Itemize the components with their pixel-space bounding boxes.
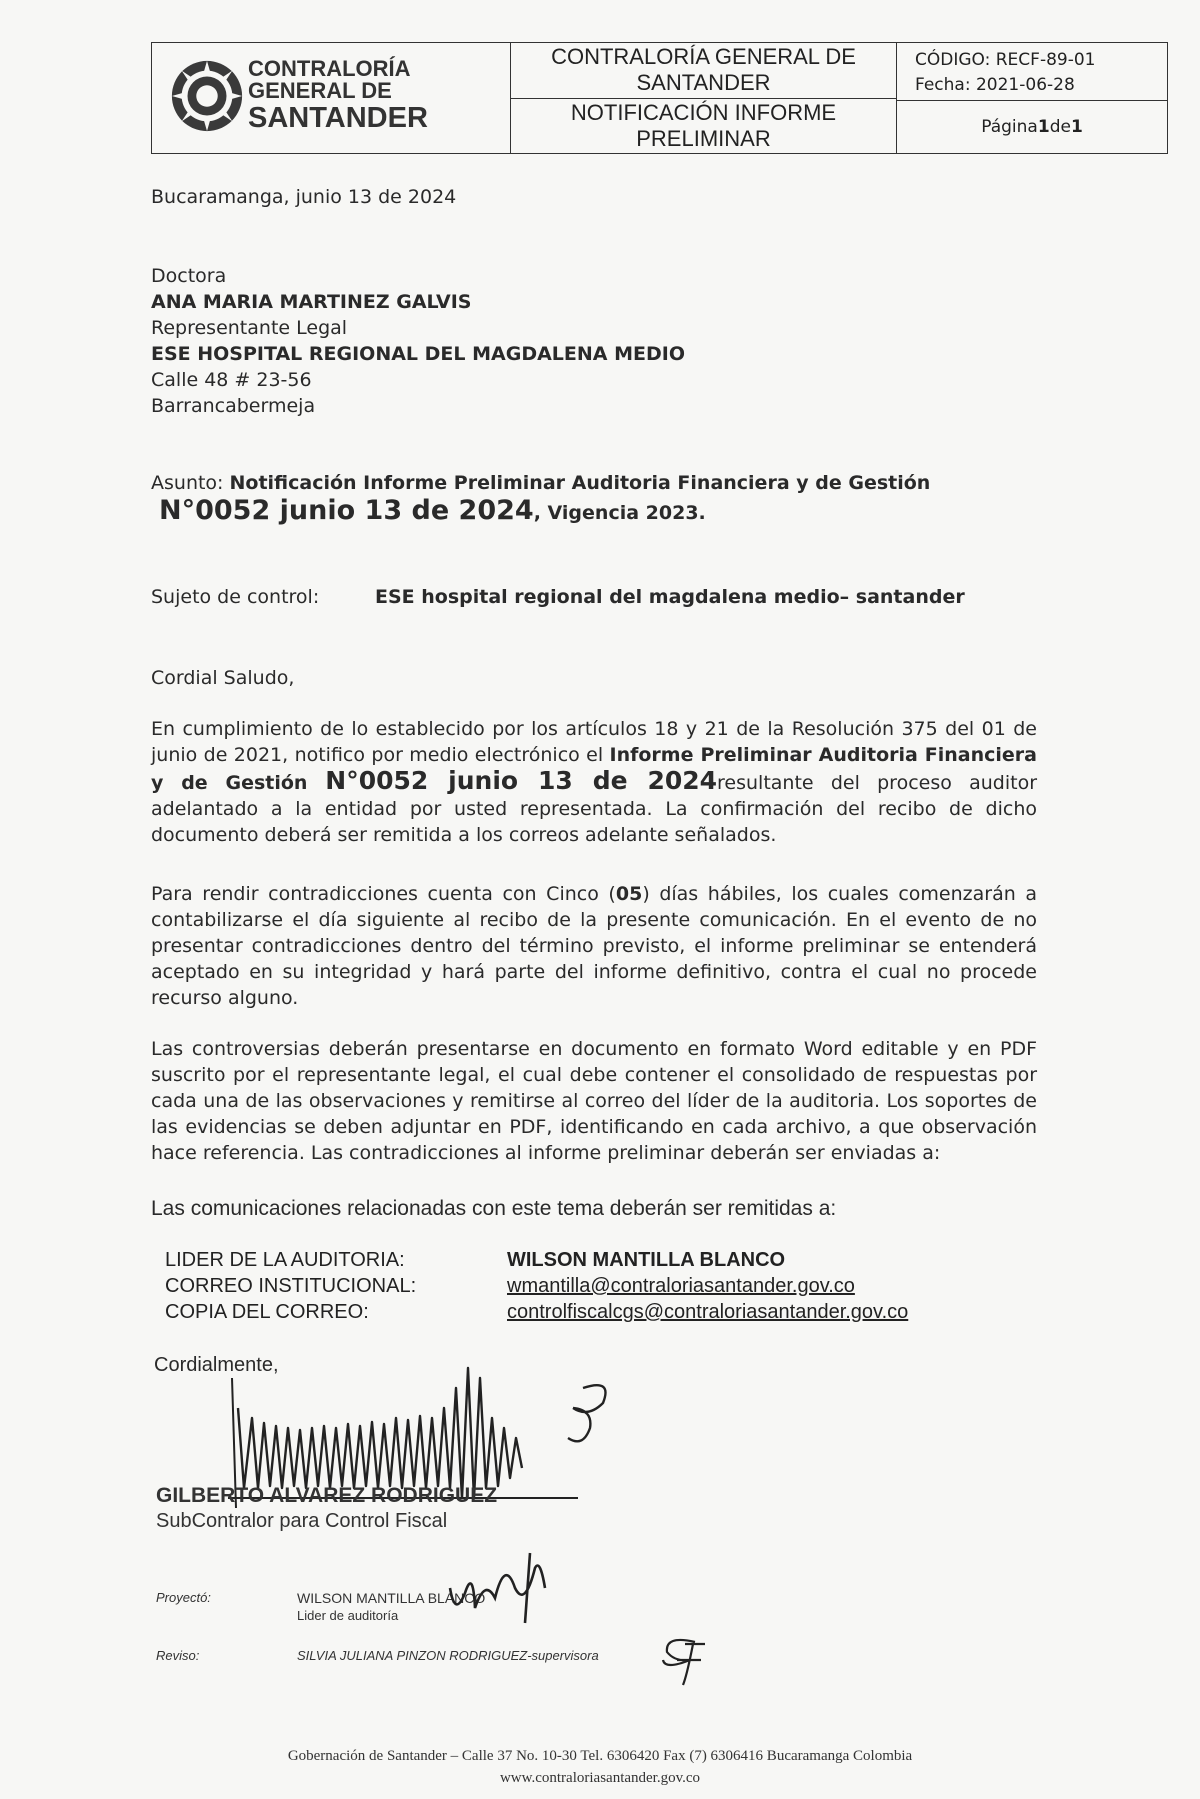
subject-vigencia: , Vigencia 2023. (533, 502, 706, 524)
proyecto-name: WILSON MANTILLA BLANCO (297, 1590, 486, 1606)
logo-wordmark (248, 57, 428, 134)
document-header-table (151, 42, 1168, 154)
subject-text: Notificación Informe Preliminar Auditoria Financiera y de Gestión (229, 472, 931, 494)
page-number: 1 (1037, 117, 1050, 137)
footer-address: Gobernación de Santander – Calle 37 No. 10-30 Tel. 6306420 Fax (7) 6306416 Bucaramanga Colombia (287, 1748, 913, 1764)
subject-number-line (159, 495, 706, 526)
contraloria-seal-icon (168, 57, 246, 135)
title-cell (511, 43, 897, 153)
reviso-name: SILVIA JULIANA PINZON RODRIGUEZ-supervisora (297, 1648, 599, 1663)
paragraph-4: Las comunicaciones relacionadas con este tema deberán ser remitidas a: (151, 1197, 837, 1220)
recipient-address: Calle 48 # 23-56 (151, 369, 312, 391)
p2-text-a: Para rendir contradicciones cuenta con Cinco ( (151, 883, 616, 905)
p2-days: 05 (615, 883, 643, 905)
contact-value: WILSON MANTILLA BLANCO (507, 1249, 786, 1271)
paragraph-1 (151, 716, 1037, 848)
entity-title: CONTRALORÍA GENERAL DE SANTANDER (551, 44, 856, 96)
page-indicator (897, 101, 1167, 153)
signer-role: SubContralor para Control Fiscal (156, 1510, 448, 1532)
logo-line-3: SANTANDER (248, 102, 428, 134)
reviewer-initials-signature-icon (655, 1630, 715, 1690)
doc-date: Fecha: 2021-06-28 (915, 75, 1075, 95)
proyecto-role: Lider de auditoría (297, 1608, 399, 1623)
place-date: Bucaramanga, junio 13 de 2024 (151, 186, 457, 208)
subject (151, 470, 1031, 496)
doc-title: NOTIFICACIÓN INFORME PRELIMINAR (511, 98, 896, 154)
recipient-city: Barrancabermeja (151, 395, 316, 417)
logo-line-1: CONTRALORÍA (248, 56, 411, 81)
signer-name: GILBERTO ALVAREZ RODRIGUEZ (156, 1484, 498, 1507)
contact-label: LIDER DE LA AUDITORIA: (165, 1249, 405, 1271)
page-total: 1 (1070, 117, 1083, 137)
proyecto-label: Proyectó: (156, 1590, 211, 1605)
contact-row-leader (165, 1247, 908, 1273)
page-of: de (1049, 117, 1071, 137)
contact-label: CORREO INSTITUCIONAL: (165, 1275, 417, 1297)
contact-label: COPIA DEL CORREO: (165, 1301, 369, 1323)
recipient-name: ANA MARIA MARTINEZ GALVIS (151, 291, 472, 313)
logo-line-2: GENERAL DE (248, 78, 392, 103)
recipient-organization: ESE HOSPITAL REGIONAL DEL MAGDALENA MEDIO (151, 343, 685, 365)
contact-row-email (165, 1273, 908, 1299)
greeting: Cordial Saludo, (151, 667, 295, 689)
footer-website: www.contraloriasantander.gov.co (499, 1770, 701, 1786)
subject-number: N°0052 junio 13 de 2024 (159, 495, 534, 526)
code-cell (897, 43, 1167, 153)
p1-text-a: En cumplimiento de lo establecido por los artículos 18 y 21 de la Resolución 375 del 01 de junio de 2021, notifico por medio electrónico el (151, 718, 1037, 766)
institutional-email-link[interactable]: wmantilla@contraloriasantander.gov.co (507, 1275, 855, 1297)
p1-report-title: Informe Preliminar Auditoria Financiera y de Gestión (151, 744, 1038, 794)
paragraph-2 (151, 881, 1037, 1011)
contact-row-copy (165, 1299, 908, 1325)
recipient-role: Representante Legal (151, 317, 348, 339)
subject-label: Asunto: (151, 472, 230, 494)
p2-text-c: ) días hábiles, los cuales comenzarán a contabilizarse el día siguiente al recibo de la presente comunicación. En el evento de no presentar contradicciones dentro del término previsto, el informe preliminar se entenderá aceptado en su integridad y hará parte del informe definitivo, contra el cual no procede recurso alguno. (151, 883, 1037, 1009)
reviso-label: Reviso: (156, 1648, 200, 1663)
paragraph-3: Las controversias deberán presentarse en documento en formato Word editable y en PDF suscrito por el representante legal, el cual debe contener el consolidado de respuestas por cada una de las observaciones y remitirse al correo del líder de la auditoria. Los soportes de las evidencias se deben adjuntar en PDF, identificando en cada archivo, a que observación hace referencia. Las contradicciones al informe preliminar deberán ser enviadas a: (151, 1038, 1037, 1164)
doc-code: CÓDIGO: RECF-89-01 (915, 50, 1096, 70)
logo-cell (152, 43, 511, 153)
recipient-title: Doctora (151, 265, 227, 287)
initials-signature-icon (445, 1548, 555, 1628)
sujeto-value: ESE hospital regional del magdalena medio– santander (375, 586, 965, 608)
p1-report-number: N°0052 junio 13 de 2024 (325, 766, 718, 795)
page-label: Página (981, 117, 1038, 137)
closing: Cordialmente, (154, 1354, 279, 1376)
copy-email-link[interactable]: controlfiscalcgs@contraloriasantander.gov.co (507, 1301, 909, 1323)
p1-text-d: resultante del proceso auditor adelantado a la entidad por usted representada. La confirmación del recibo de dicho documento deberá ser remitida a los correos adelante señalados. (151, 772, 1037, 846)
contacts-block (165, 1247, 908, 1325)
sujeto-label: Sujeto de control: (151, 586, 320, 608)
